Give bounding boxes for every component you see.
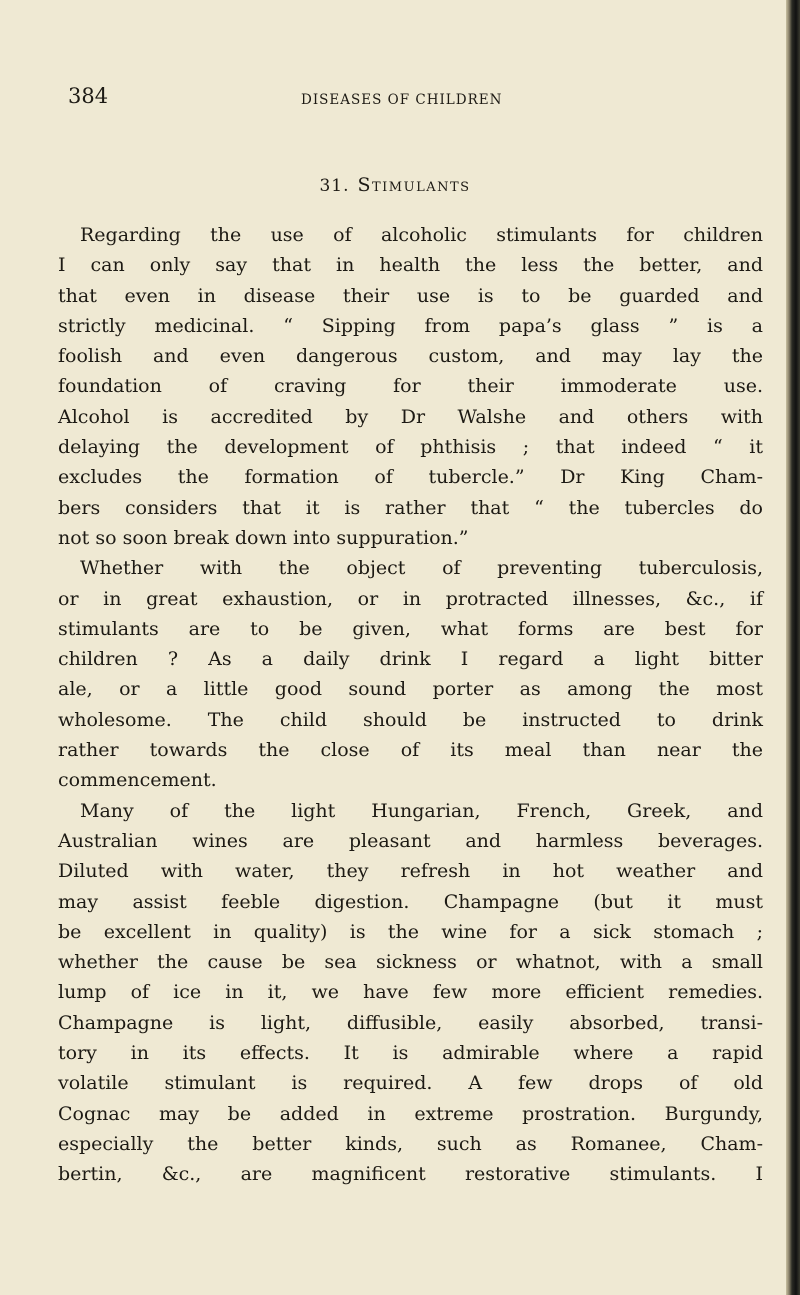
paragraph-line: volatile stimulant is required. A few drops of old — [58, 1072, 763, 1095]
paragraph-line: whether the cause be sea sickness or whatnot, with a small — [58, 951, 763, 974]
paragraph-line: delaying the development of phthisis ; that indeed “ it — [58, 436, 763, 459]
paragraph-line: bers considers that it is rather that “ the tubercles do — [58, 496, 763, 519]
paragraph-line: may assist feeble digestion. Champagne (but it must — [58, 890, 763, 913]
paragraph-line: Alcohol is accredited by Dr Walshe and others with — [58, 405, 763, 428]
paragraph-line: wholesome. The child should be instructed to drink — [58, 708, 763, 731]
book-binding-edge — [786, 0, 800, 1295]
paragraph-line: foundation of craving for their immoderate use. — [58, 375, 763, 398]
paragraph-line: or in great exhaustion, or in protracted illnesses, &c., if — [58, 587, 763, 610]
paragraph-line: Whether with the object of preventing tuberculosis, — [80, 557, 763, 580]
paragraph-line: not so soon break down into suppuration.” — [58, 526, 469, 549]
paragraph-line: excludes the formation of tubercle.” Dr King Cham- — [58, 466, 763, 489]
paragraph-line: that even in disease their use is to be guarded and — [58, 284, 763, 307]
paragraph-line: Diluted with water, they refresh in hot weather and — [58, 860, 763, 883]
paragraph-line: strictly medicinal. “ Sipping from papa’s glass ” is a — [58, 314, 763, 337]
paragraph-line: tory in its effects. It is admirable where a rapid — [58, 1042, 763, 1065]
paragraph-line: rather towards the close of its meal than near the — [58, 739, 763, 762]
paragraph-line: foolish and even dangerous custom, and may lay the — [58, 345, 763, 368]
paragraph-line: children ? As a daily drink I regard a light bitter — [58, 648, 763, 671]
paragraph-line: bertin, &c., are magnificent restorative stimulants. I — [58, 1163, 763, 1186]
running-title: DISEASES OF CHILDREN — [301, 92, 503, 108]
paragraph-line: Champagne is light, diffusible, easily absorbed, transi- — [58, 1011, 763, 1034]
paragraph-line: Cognac may be added in extreme prostration. Burgundy, — [58, 1102, 763, 1125]
body-text — [58, 220, 763, 1190]
paragraph-line: Many of the light Hungarian, French, Greek, and — [80, 799, 763, 822]
paragraph-line: Australian wines are pleasant and harmless beverages. — [58, 829, 763, 852]
paragraph-line: commencement. — [58, 769, 217, 792]
page-number: 384 — [68, 84, 109, 108]
paragraph-line: especially the better kinds, such as Romanee, Cham- — [58, 1132, 763, 1155]
section-number: 31. — [319, 176, 350, 196]
paragraph-line: lump of ice in it, we have few more efficient remedies. — [58, 981, 763, 1004]
paragraph-line: be excellent in quality) is the wine for a sick stomach ; — [58, 920, 763, 943]
section-title: Stimulants — [357, 174, 471, 196]
paragraph-line: ale, or a little good sound porter as among the most — [58, 678, 763, 701]
paragraph-line: I can only say that in health the less the better, and — [58, 254, 763, 277]
running-head — [68, 84, 768, 114]
paragraph-line: Regarding the use of alcoholic stimulants for children — [80, 224, 763, 246]
section-heading — [0, 174, 790, 196]
paragraph-line: stimulants are to be given, what forms are best for — [58, 617, 763, 640]
